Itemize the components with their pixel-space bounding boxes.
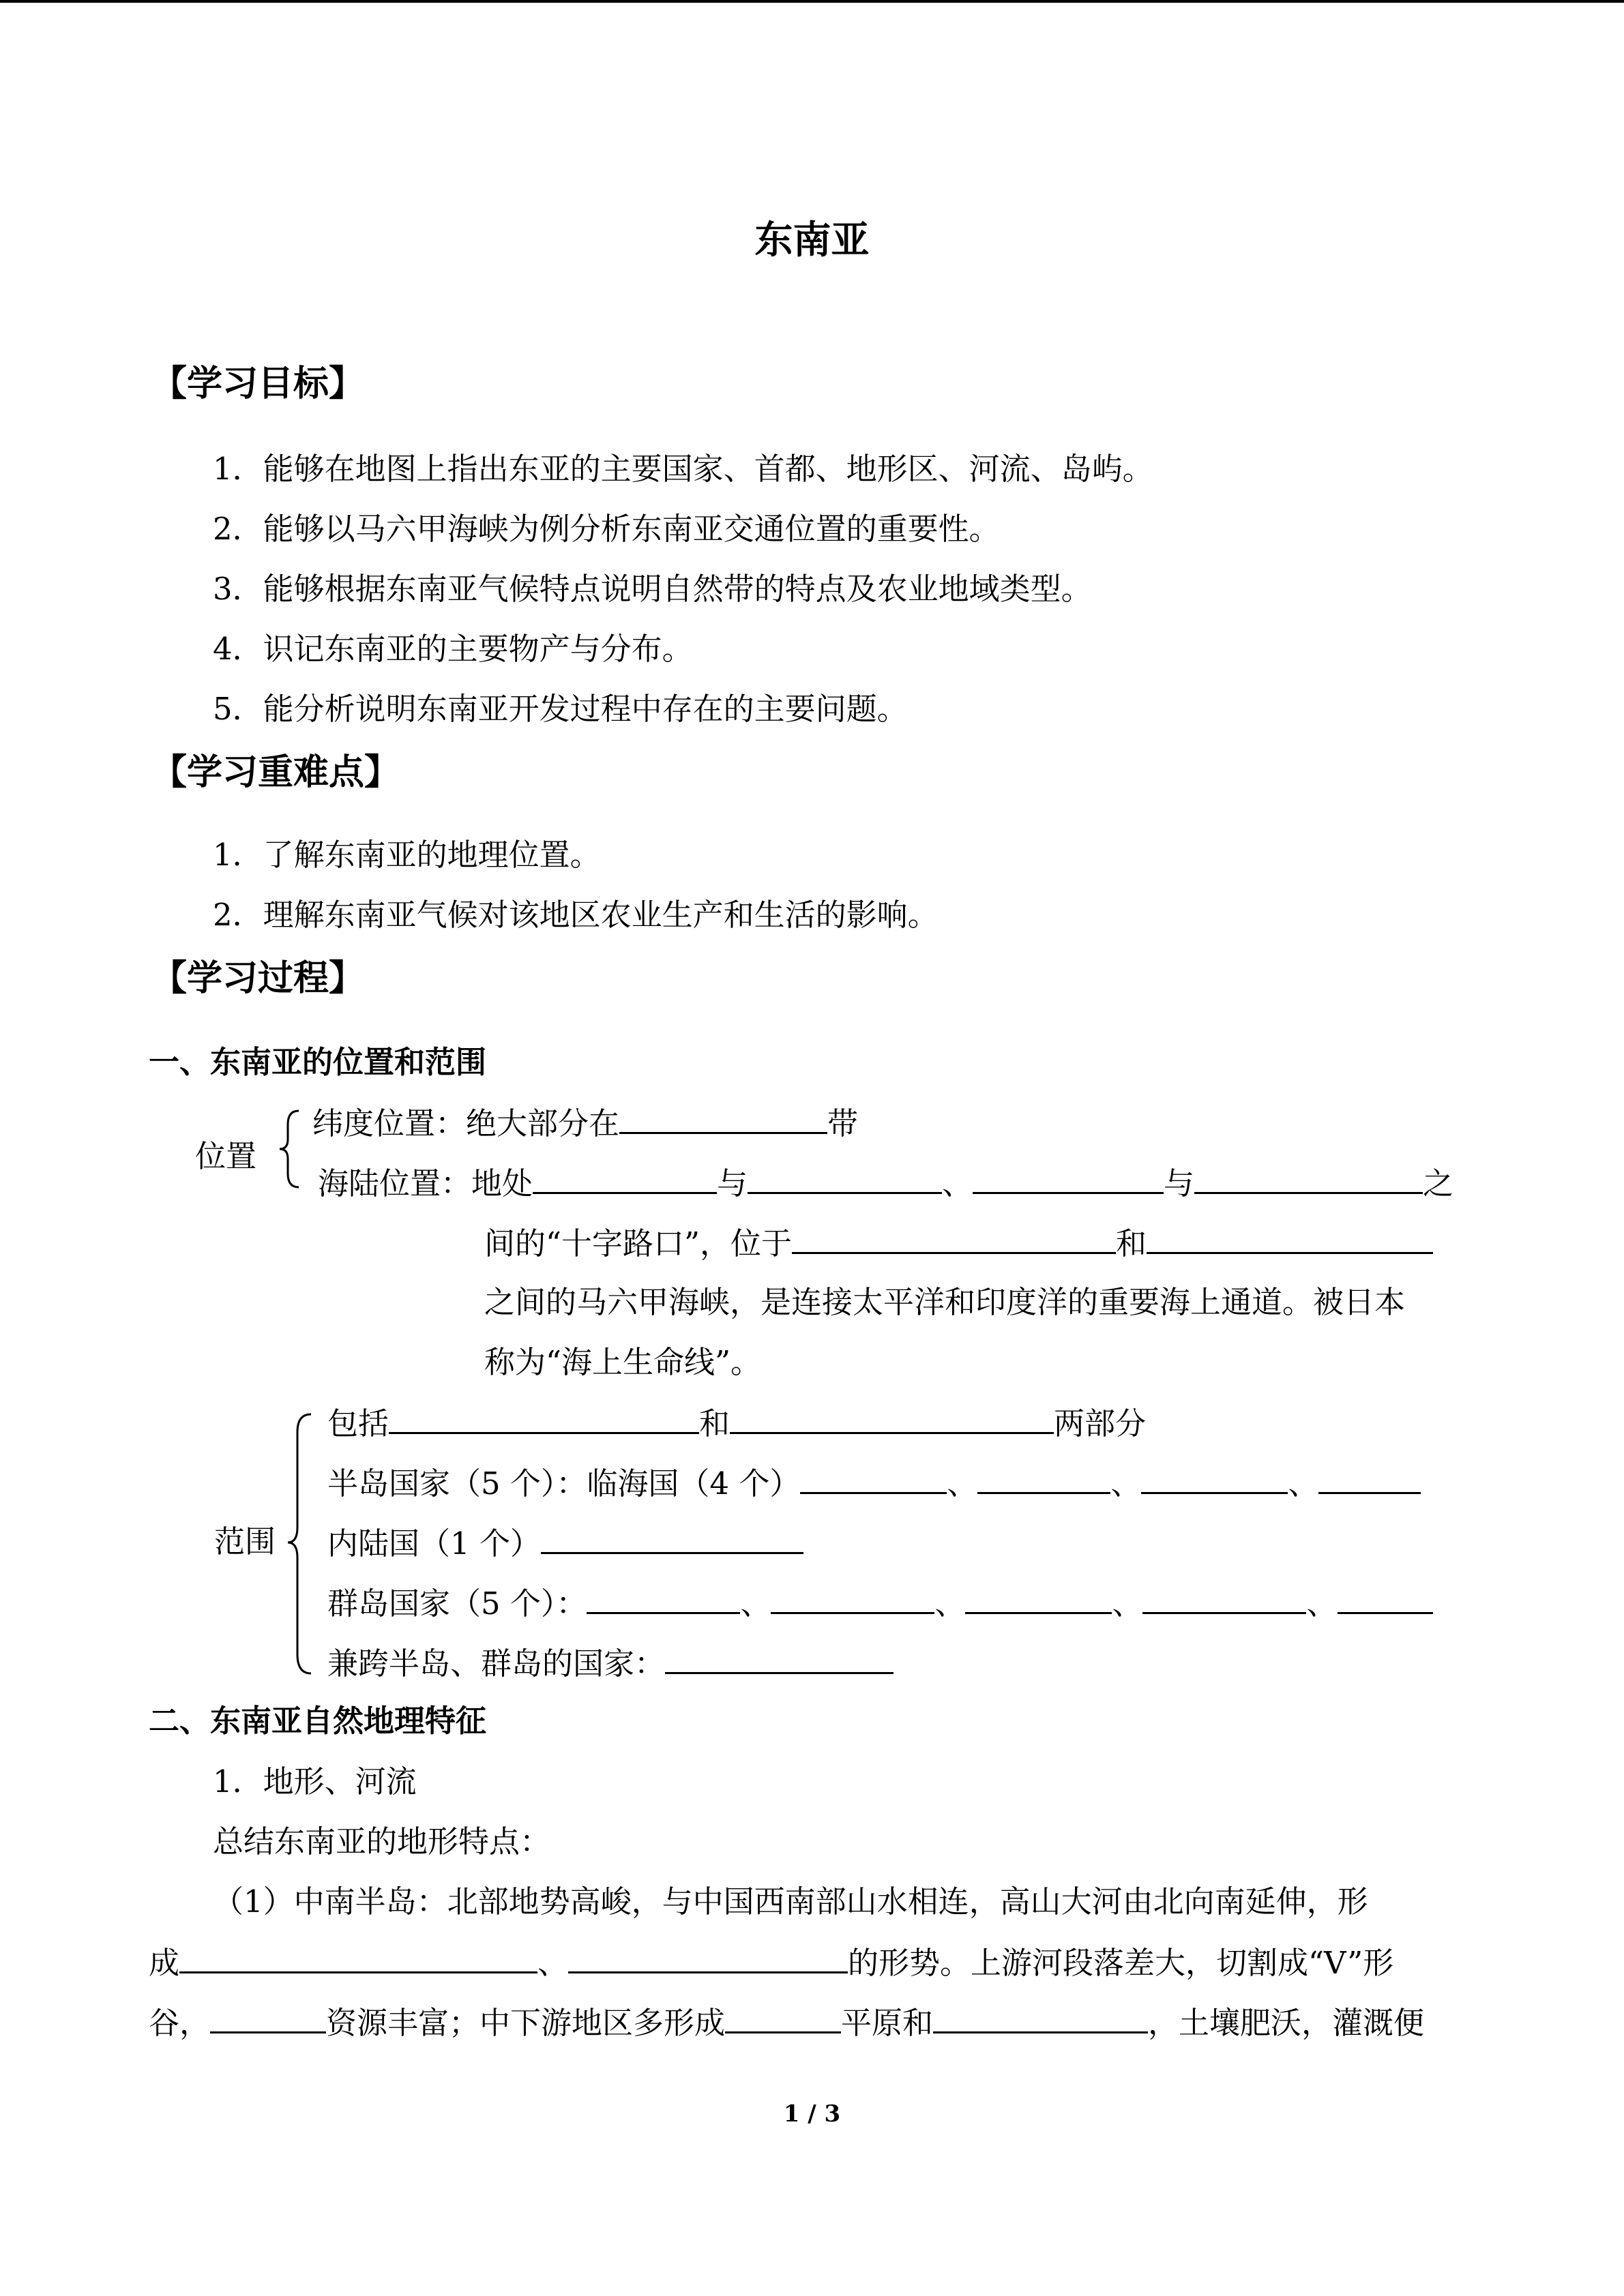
goals-heading: 【学习目标】 xyxy=(151,363,365,404)
key-heading: 【学习重难点】 xyxy=(151,752,400,793)
sep: 、 xyxy=(1112,1585,1143,1622)
scope-brace xyxy=(285,1412,315,1678)
include-mid: 和 xyxy=(699,1405,730,1442)
both-label: 兼跨半岛、群岛的国家： xyxy=(327,1645,666,1682)
include-suffix: 两部分 xyxy=(1054,1405,1147,1442)
strait-blank-2[interactable] xyxy=(1147,1223,1433,1254)
strait-text: 称为“海上生命线”。 xyxy=(484,1344,762,1380)
terrain-blank-3[interactable] xyxy=(210,2003,326,2033)
sep: 、 xyxy=(947,1465,978,1502)
sea-land-word: 与 xyxy=(717,1165,748,1202)
strait-line xyxy=(484,1223,1433,1263)
scope-islands xyxy=(327,1583,1433,1623)
p3-c: ，土壤肥沃，灌溉便 xyxy=(1148,2005,1425,2041)
islands-blank[interactable] xyxy=(587,1583,740,1614)
goal-item: 2．能够以马六甲海峡为例分析东南亚交通位置的重要性。 xyxy=(213,511,1000,547)
terrain-paragraph: （1）中南半岛：北部地势高峻，与中国西南部山水相连，高山大河由北向南延伸，形 xyxy=(213,1883,1368,1920)
peninsula-blank[interactable] xyxy=(800,1463,947,1494)
latitude-prefix: 纬度位置：绝大部分在 xyxy=(312,1105,620,1142)
peninsula-blank[interactable] xyxy=(977,1463,1110,1494)
sea-land-blank-1[interactable] xyxy=(533,1163,717,1194)
p2-prefix: 成 xyxy=(149,1945,180,1981)
scope-inland xyxy=(327,1523,803,1563)
islands-blank[interactable] xyxy=(1142,1583,1306,1614)
islands-blank[interactable] xyxy=(965,1583,1112,1614)
position-label: 位置 xyxy=(195,1138,257,1174)
islands-label: 群岛国家（5 个）： xyxy=(327,1585,587,1622)
sea-land-word: 与 xyxy=(1164,1165,1195,1202)
p2-mid: 、 xyxy=(537,1945,569,1981)
p3-a: 资源丰富；中下游地区多形成 xyxy=(326,2005,726,2041)
both-blank[interactable] xyxy=(665,1643,894,1674)
sea-land-line xyxy=(318,1163,1453,1203)
strait-blank-1[interactable] xyxy=(792,1223,1116,1254)
page-title: 东南亚 xyxy=(754,218,870,263)
sea-land-blank-2[interactable] xyxy=(748,1163,942,1194)
key-item: 2．理解东南亚气候对该地区农业生产和生活的影响。 xyxy=(213,897,939,933)
scope-include xyxy=(327,1403,1146,1443)
part2-heading: 二、东南亚自然地理特征 xyxy=(149,1703,487,1739)
sea-land-blank-3[interactable] xyxy=(973,1163,1164,1194)
sea-land-prefix: 海陆位置：地处 xyxy=(318,1165,533,1202)
peninsula-blank[interactable] xyxy=(1141,1463,1288,1494)
scope-label: 范围 xyxy=(214,1523,276,1560)
sea-land-blank-4[interactable] xyxy=(1194,1163,1423,1194)
latitude-line xyxy=(312,1103,858,1143)
terrain-line-2 xyxy=(149,1943,1393,1982)
include-prefix: 包括 xyxy=(327,1405,389,1442)
p2-suffix: 的形势。上游河段落差大，切割成“V”形 xyxy=(848,1945,1394,1981)
position-brace xyxy=(277,1108,304,1190)
sea-land-word: 之 xyxy=(1423,1165,1454,1202)
terrain-blank-5[interactable] xyxy=(933,2003,1148,2033)
sep: 、 xyxy=(934,1585,966,1622)
goal-item: 1．能够在地图上指出东亚的主要国家、首都、地形区、河流、岛屿。 xyxy=(213,451,1153,487)
peninsula-label: 半岛国家（5 个）：临海国（4 个） xyxy=(327,1465,801,1502)
islands-blank[interactable] xyxy=(771,1583,934,1614)
sea-land-word: 、 xyxy=(942,1165,973,1202)
islands-blank[interactable] xyxy=(1338,1583,1433,1614)
latitude-blank[interactable] xyxy=(619,1103,827,1134)
strait-text: 之间的马六甲海峡，是连接太平洋和印度洋的重要海上通道。被日本 xyxy=(484,1284,1406,1320)
include-blank-2[interactable] xyxy=(730,1403,1054,1434)
peninsula-blank[interactable] xyxy=(1318,1463,1421,1494)
inland-label: 内陆国（1 个） xyxy=(327,1525,541,1562)
terrain-line-3 xyxy=(149,2003,1424,2042)
page-number: 1 / 3 xyxy=(783,2100,841,2128)
terrain-subheading: 1．地形、河流 xyxy=(213,1763,417,1800)
p3-b: 平原和 xyxy=(841,2005,934,2041)
process-heading: 【学习过程】 xyxy=(151,958,365,999)
key-item: 1．了解东南亚的地理位置。 xyxy=(213,837,601,873)
part1-heading: 一、东南亚的位置和范围 xyxy=(149,1044,487,1080)
goal-item: 3．能够根据东南亚气候特点说明自然带的特点及农业地域类型。 xyxy=(213,571,1092,607)
terrain-blank-2[interactable] xyxy=(568,1943,848,1973)
goal-item: 5．能分析说明东南亚开发过程中存在的主要问题。 xyxy=(213,691,908,727)
sep: 、 xyxy=(1110,1465,1142,1502)
strait-mid: 和 xyxy=(1116,1225,1147,1262)
sep: 、 xyxy=(740,1585,771,1622)
terrain-blank-1[interactable] xyxy=(179,1943,537,1973)
p3-prefix: 谷， xyxy=(149,2005,211,2041)
top-border xyxy=(0,0,1624,3)
terrain-summary: 总结东南亚的地形特点： xyxy=(213,1823,551,1860)
inland-blank[interactable] xyxy=(541,1523,803,1554)
scope-both xyxy=(327,1643,894,1683)
include-blank-1[interactable] xyxy=(389,1403,699,1434)
scope-peninsula xyxy=(327,1463,1421,1503)
strait-prefix: 间的“十字路口”，位于 xyxy=(484,1225,793,1262)
goal-item: 4．识记东南亚的主要物产与分布。 xyxy=(213,631,693,667)
sep: 、 xyxy=(1306,1585,1338,1622)
latitude-suffix: 带 xyxy=(827,1105,859,1142)
terrain-blank-4[interactable] xyxy=(725,2003,841,2033)
sep: 、 xyxy=(1288,1465,1319,1502)
